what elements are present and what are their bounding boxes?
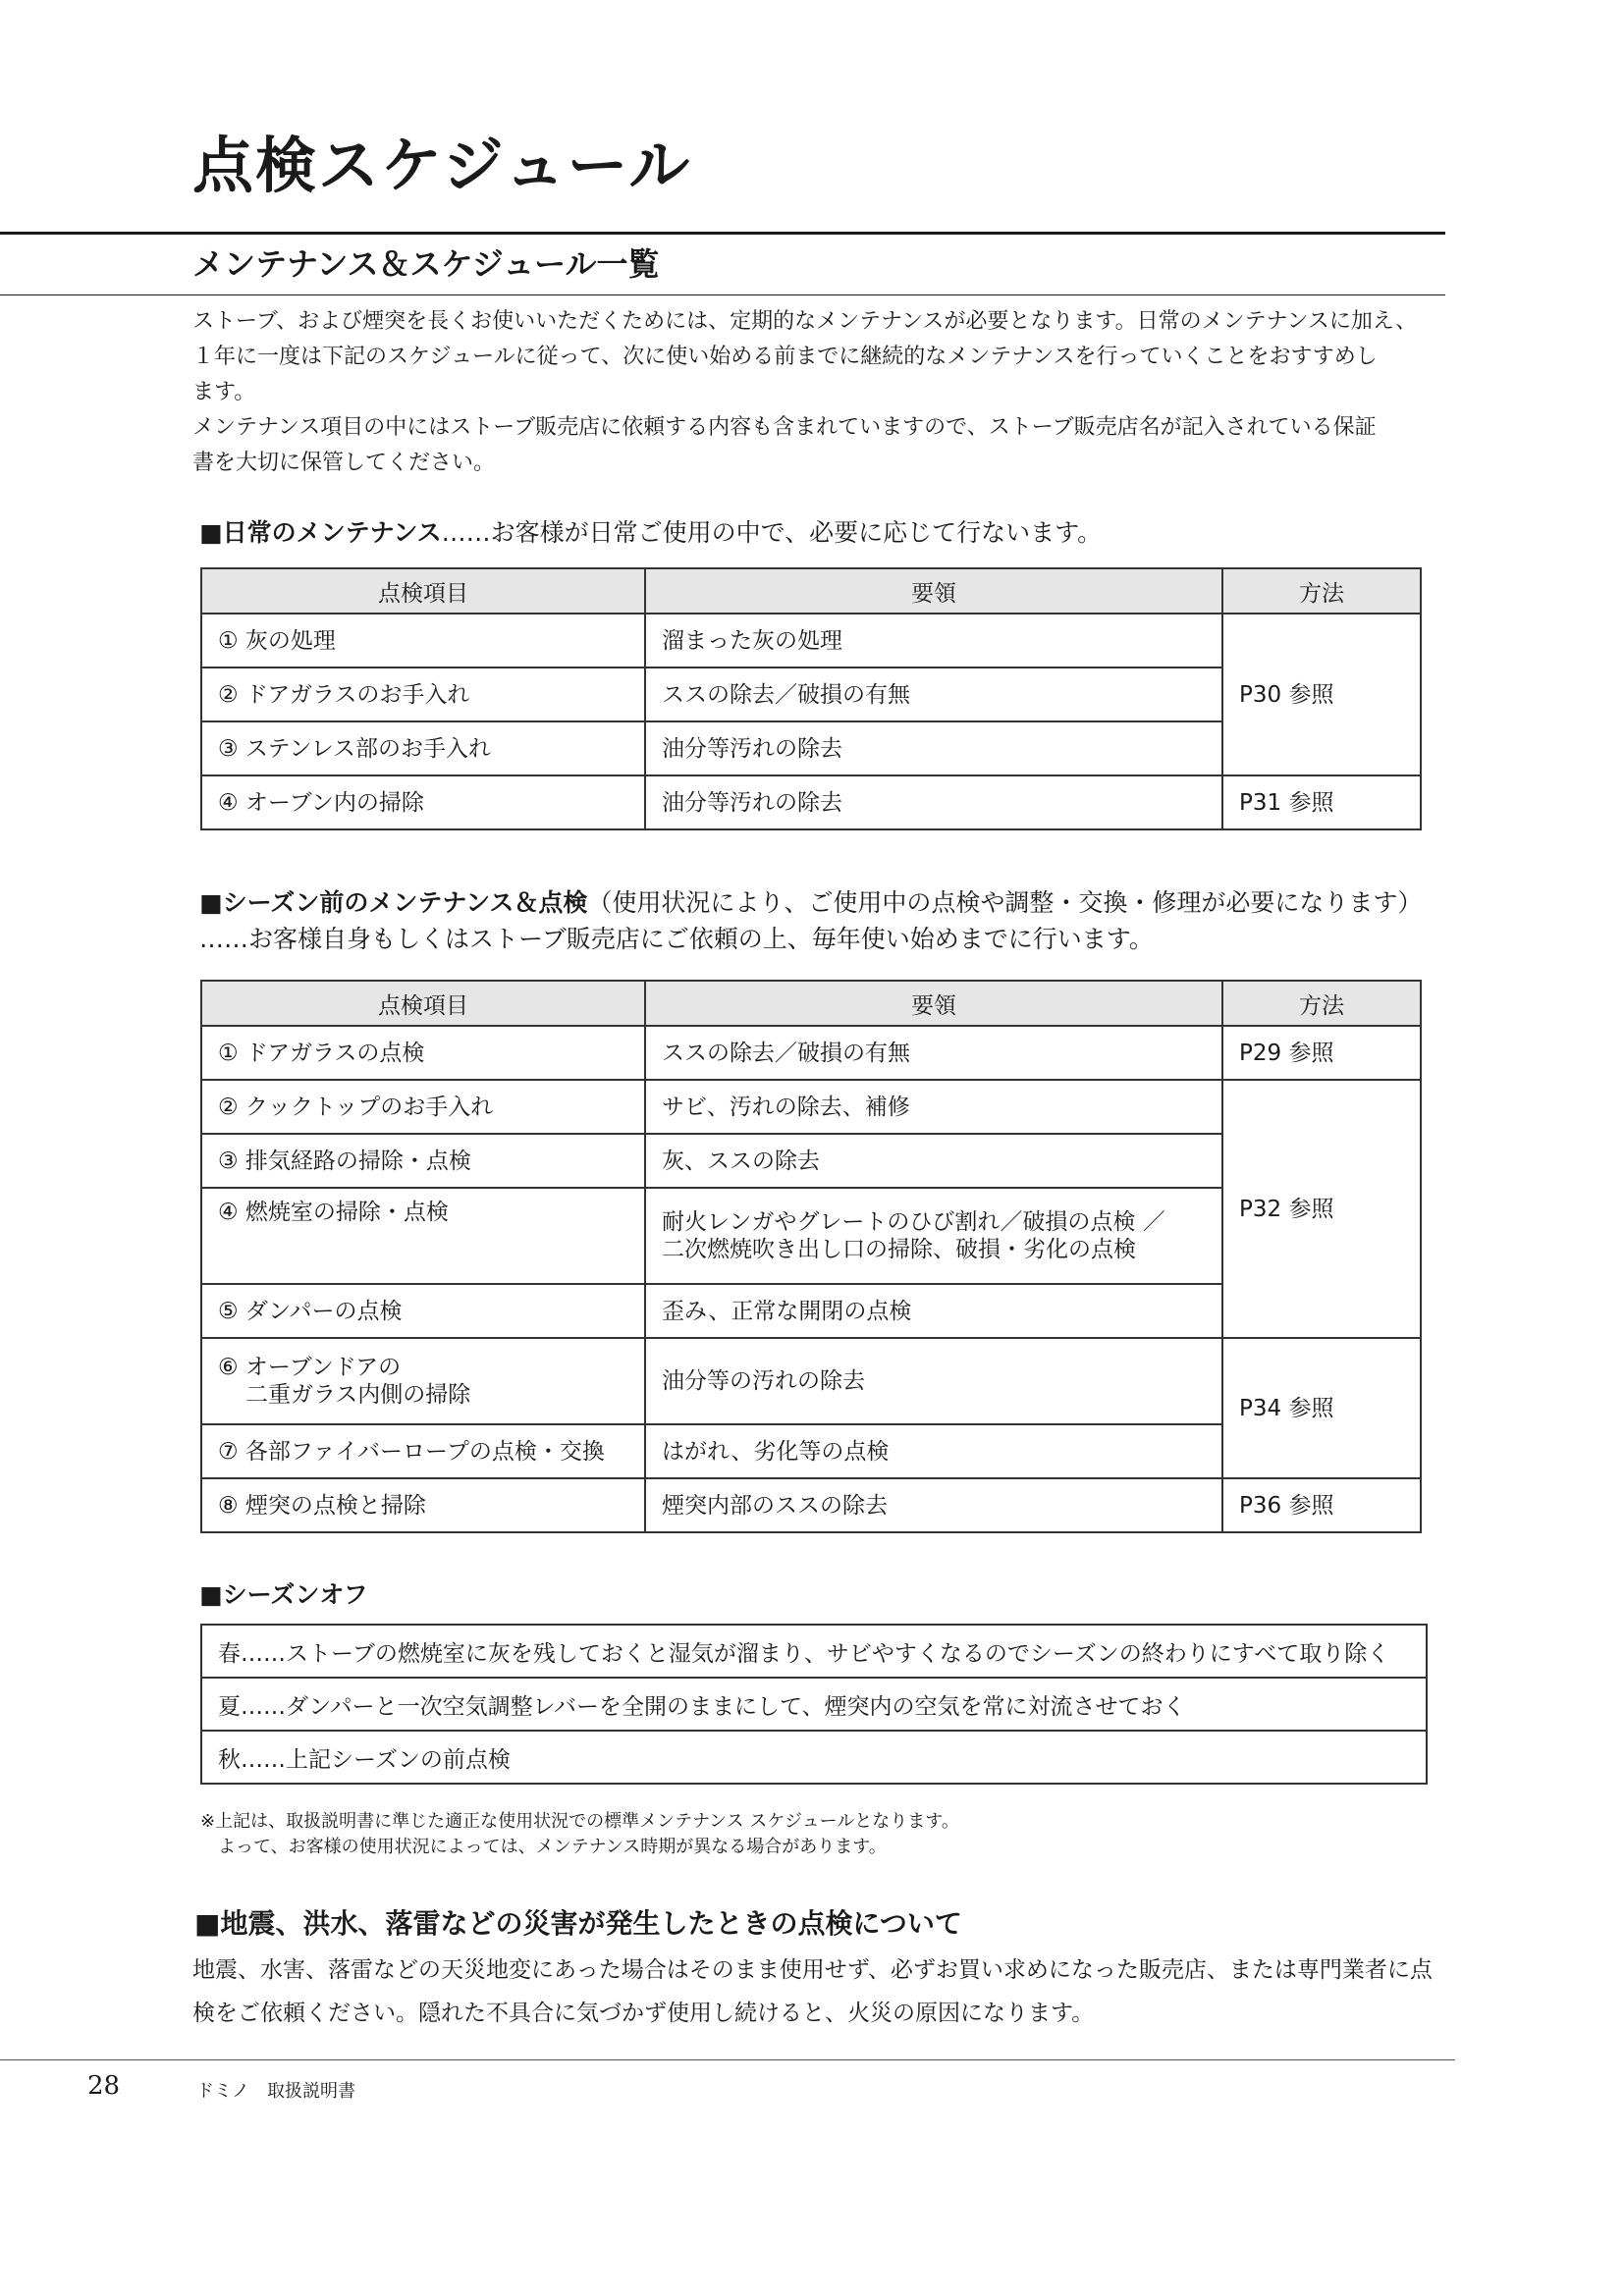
off-heading bbox=[199, 1578, 368, 1612]
reference-cell: P32 参照 bbox=[1222, 1080, 1421, 1338]
note-line: ※上記は、取扱説明書に準じた適正な使用状況での標準メンテナンス スケジュールとなります。 bbox=[200, 1811, 959, 1832]
intro-line: メンテナンス項目の中にはストーブ販売店に依頼する内容も含まれていますので、ストーブ販売店名が記入されている保証 bbox=[192, 415, 1377, 440]
item-cell: ④ オーブン内の掃除 bbox=[201, 775, 645, 829]
col-header: 方法 bbox=[1222, 568, 1421, 614]
off-heading-bold: ■シーズンオフ bbox=[199, 1580, 368, 1609]
daily-table bbox=[200, 567, 1422, 830]
item-cell: ⑦ 各部ファイバーロープの点検・交換 bbox=[201, 1424, 645, 1478]
table-row bbox=[201, 1026, 1421, 1080]
item-cell: ④ 燃焼室の掃除・点検 bbox=[201, 1188, 645, 1284]
season-heading-bold: ■シーズン前のメンテナンス＆点検 bbox=[199, 888, 588, 917]
daily-heading bbox=[199, 516, 1102, 550]
col-header: 点検項目 bbox=[201, 568, 645, 614]
season-heading bbox=[199, 886, 1422, 920]
summer-cell: 夏……ダンパーと一次空気調整レバーを全開のままにして、煙突内の空気を常に対流させておく bbox=[201, 1678, 1427, 1731]
page-number: 28 bbox=[87, 2071, 121, 2101]
table-row bbox=[201, 614, 1421, 667]
footer-rule bbox=[0, 2059, 1455, 2060]
method-line: 耐火レンガやグレートのひび割れ／破損の点検 ／ bbox=[662, 1209, 1165, 1235]
col-header: 方法 bbox=[1222, 981, 1421, 1026]
item-cell: ③ 排気経路の掃除・点検 bbox=[201, 1134, 645, 1188]
method-cell: 油分等汚れの除去 bbox=[645, 775, 1222, 829]
reference-cell: P29 参照 bbox=[1222, 1026, 1421, 1080]
disaster-heading: ■地震、洪水、落雷などの災害が発生したときの点検について bbox=[194, 1907, 962, 1940]
reference-cell: P30 参照 bbox=[1222, 614, 1421, 775]
method-cell: 油分等の汚れの除去 bbox=[645, 1338, 1222, 1424]
item-cell bbox=[201, 1338, 645, 1424]
disaster-line: 検をご依頼ください。隠れた不具合に気づかず使用し続けると、火災の原因になります。 bbox=[192, 2001, 1095, 2026]
table-row bbox=[201, 1625, 1427, 1678]
intro-line: ます。 bbox=[192, 380, 256, 404]
daily-heading-bold: ■日常のメンテナンス bbox=[199, 518, 442, 547]
item-line: 二重ガラス内側の掃除 bbox=[245, 1382, 471, 1408]
method-cell: 灰、ススの除去 bbox=[645, 1134, 1222, 1188]
daily-heading-text: ……お客様が日常ご使用の中で、必要に応じて行ないます。 bbox=[441, 518, 1103, 547]
intro-line: ストーブ、および煙突を長くお使いいただくためには、定期的なメンテナンスが必要となります。日常のメンテナンスに加え、 bbox=[192, 309, 1418, 334]
col-header: 要領 bbox=[645, 981, 1222, 1026]
method-cell: 煙突内部のススの除去 bbox=[645, 1478, 1222, 1532]
col-header: 要領 bbox=[645, 568, 1222, 614]
method-cell: サビ、汚れの除去、補修 bbox=[645, 1080, 1222, 1134]
intro-text bbox=[192, 304, 1459, 481]
method-cell: はがれ、劣化等の点検 bbox=[645, 1424, 1222, 1478]
method-cell: ススの除去／破損の有無 bbox=[645, 667, 1222, 721]
table-row bbox=[201, 1731, 1427, 1784]
footer-title: ドミノ 取扱説明書 bbox=[196, 2081, 355, 2102]
season-heading-line2: ……お客様自身もしくはストーブ販売店にご依頼の上、毎年使い始めまでに行います。 bbox=[199, 925, 1154, 953]
method-cell: 歪み、正常な開閉の点検 bbox=[645, 1284, 1222, 1338]
method-line: 二次燃焼吹き出し口の掃除、破損・劣化の点検 bbox=[662, 1237, 1136, 1262]
off-table bbox=[200, 1624, 1428, 1785]
autumn-cell: 秋……上記シーズンの前点検 bbox=[201, 1731, 1427, 1784]
table-row bbox=[201, 1080, 1421, 1134]
item-cell: ⑧ 煙突の点検と掃除 bbox=[201, 1478, 645, 1532]
item-cell: ③ ステンレス部のお手入れ bbox=[201, 721, 645, 775]
disaster-text bbox=[192, 1949, 1459, 2035]
reference-cell: P36 参照 bbox=[1222, 1478, 1421, 1532]
intro-line: 書を大切に保管してください。 bbox=[192, 451, 496, 475]
method-cell bbox=[645, 1188, 1222, 1284]
disaster-line: 地震、水害、落雷などの天災地変にあった場合はそのまま使用せず、必ずお買い求めになった販売店、または専門業者に点 bbox=[192, 1957, 1433, 1983]
intro-line: １年に一度は下記のスケジュールに従って、次に使い始める前までに継続的なメンテナンスを行っていくことをおすすめし bbox=[192, 345, 1378, 369]
reference-cell: P31 参照 bbox=[1222, 775, 1421, 829]
item-cell: ⑤ ダンパーの点検 bbox=[201, 1284, 645, 1338]
title-rule bbox=[0, 232, 1445, 235]
method-cell: 油分等汚れの除去 bbox=[645, 721, 1222, 775]
method-cell: 溜まった灰の処理 bbox=[645, 614, 1222, 667]
col-header: 点検項目 bbox=[201, 981, 645, 1026]
table-row bbox=[201, 1678, 1427, 1731]
page-title: 点検スケジュール bbox=[192, 130, 692, 201]
table-row bbox=[201, 775, 1421, 829]
item-cell: ① 灰の処理 bbox=[201, 614, 645, 667]
spring-cell: 春……ストーブの燃焼室に灰を残しておくと湿気が溜まり、サビやすくなるのでシーズンの終わりにすべて取り除く bbox=[201, 1625, 1427, 1678]
item-cell: ② ドアガラスのお手入れ bbox=[201, 667, 645, 721]
item-cell: ① ドアガラスの点検 bbox=[201, 1026, 645, 1080]
note-line: よって、お客様の使用状況によっては、メンテナンス時期が異なる場合があります。 bbox=[218, 1837, 887, 1857]
season-heading-text: （使用状況により、ご使用中の点検や調整・交換・修理が必要になります） bbox=[587, 888, 1423, 917]
item-cell: ② クックトップのお手入れ bbox=[201, 1080, 645, 1134]
subtitle-rule bbox=[0, 294, 1445, 295]
method-cell: ススの除去／破損の有無 bbox=[645, 1026, 1222, 1080]
reference-cell: P34 参照 bbox=[1222, 1338, 1421, 1478]
table-row bbox=[201, 1478, 1421, 1532]
section-subtitle: メンテナンス＆スケジュール一覧 bbox=[192, 245, 660, 283]
item-line: ⑥ オーブンドアの bbox=[218, 1355, 402, 1380]
table-row bbox=[201, 1338, 1421, 1424]
season-table bbox=[200, 980, 1422, 1533]
footnote bbox=[200, 1809, 959, 1860]
